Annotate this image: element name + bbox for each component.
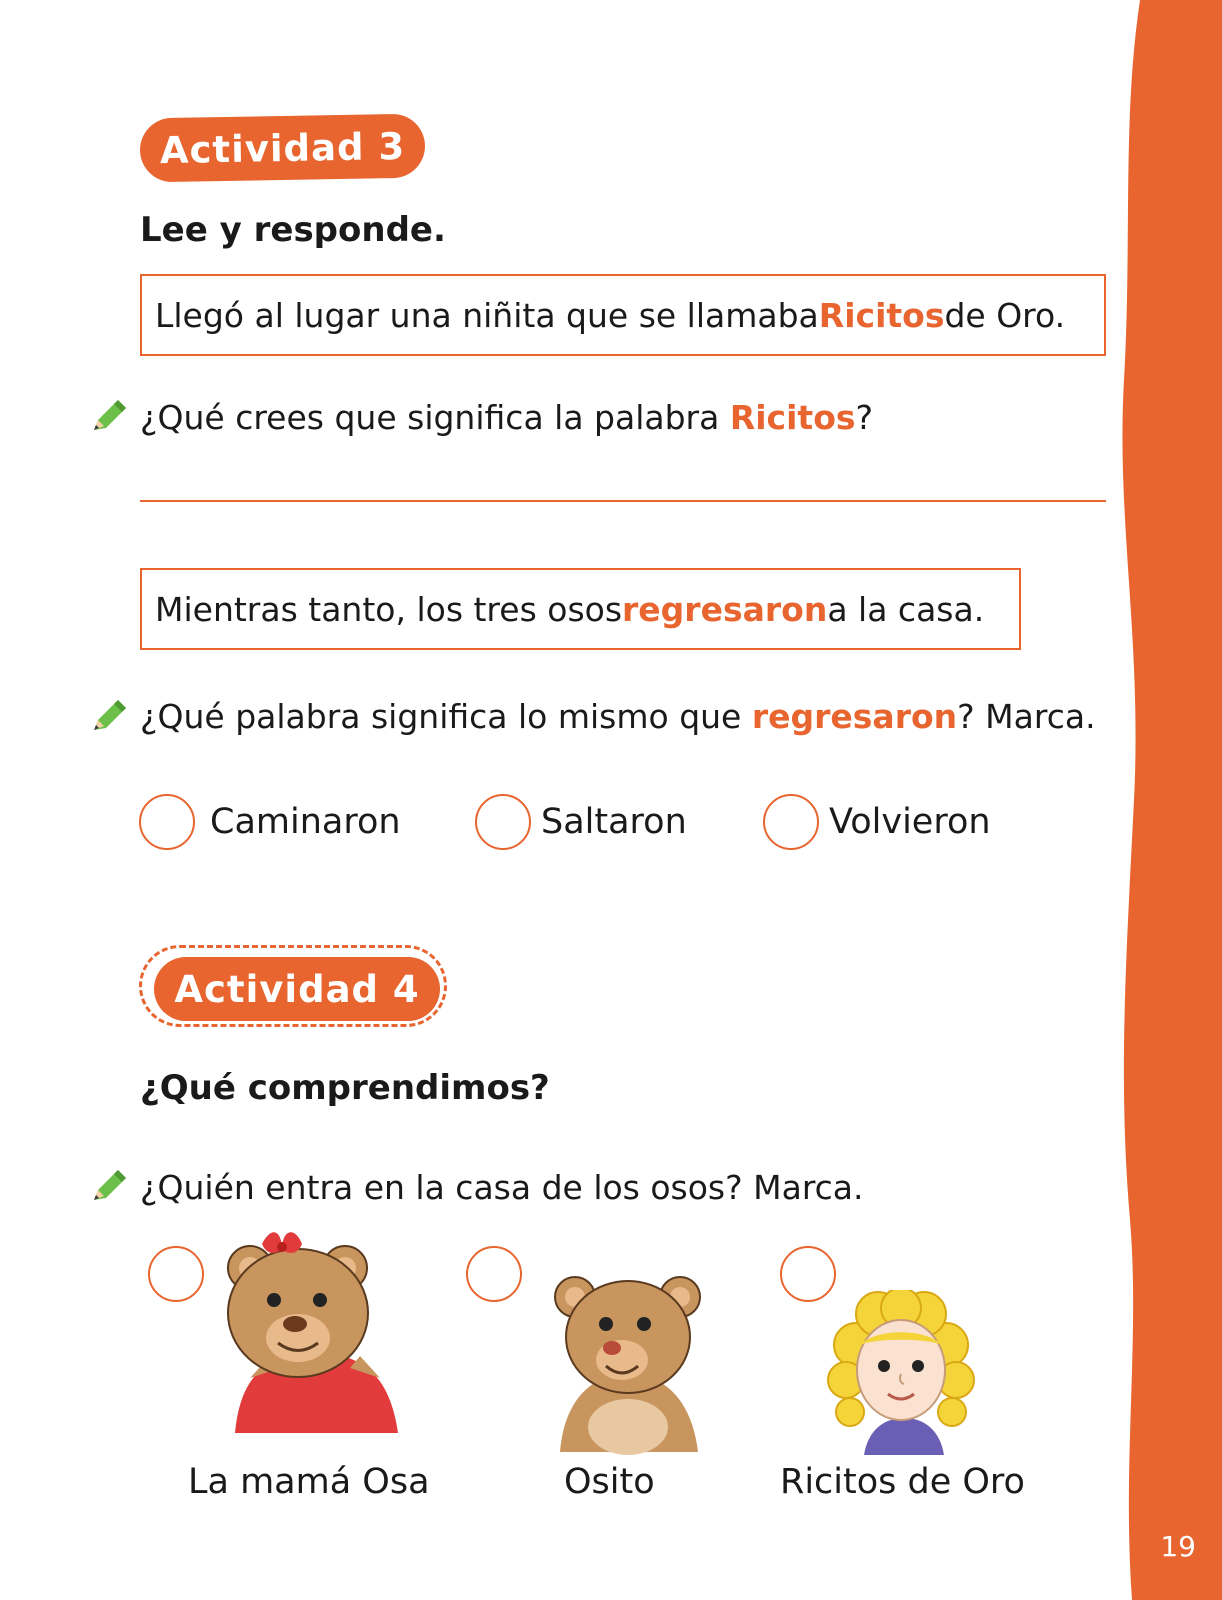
pencil-icon [88,1166,130,1208]
question-2 [140,697,1096,736]
option-volvieron-label: Volvieron [829,802,991,842]
question-2-text: ¿Qué palabra significa lo mismo que [140,697,752,736]
answer-line[interactable] [140,500,1106,502]
reading-box-1-end: de Oro. [944,295,1066,335]
activity-4-heading: ¿Qué comprendimos? [140,1068,550,1108]
question-1-text: ¿Qué crees que significa la palabra [140,398,730,437]
activity-4-badge: Actividad 4 [154,957,440,1021]
reading-box-1-text: Llegó al lugar una niñita que se llamaba [155,295,819,335]
pencil-icon [88,396,130,438]
option-saltaron-label: Saltaron [541,802,687,842]
mama-osa-illustration [210,1228,420,1438]
page-side-band [1112,0,1222,1600]
question-2-highlight: regresaron [751,697,958,736]
osito-illustration [540,1262,715,1457]
ricitos-illustration [816,1290,986,1455]
choice-osito-radio[interactable] [466,1246,522,1302]
reading-box-2 [140,568,1021,650]
activity-3-heading: Lee y responde. [140,210,446,250]
choice-mama-osa-label: La mamá Osa [188,1462,430,1502]
question-3: ¿Quién entra en la casa de los osos? Marca. [140,1168,864,1207]
question-1-end: ? [855,398,874,437]
reading-box-2-highlight: regresaron [622,589,828,629]
option-caminaron-radio[interactable] [139,794,195,850]
question-1-highlight: Ricitos [729,398,856,437]
pencil-icon [88,696,130,738]
option-volvieron-radio[interactable] [763,794,819,850]
question-1 [140,398,873,437]
option-caminaron-label: Caminaron [210,802,401,842]
activity-3-badge: Actividad 3 [139,114,425,183]
choice-mama-osa-radio[interactable] [148,1246,204,1302]
question-2-end: ? Marca. [957,697,1096,736]
page-number: 19 [1160,1530,1196,1563]
choice-osito-label: Osito [564,1462,655,1502]
reading-box-2-end: a la casa. [827,589,985,629]
option-saltaron-radio[interactable] [475,794,531,850]
choice-ricitos-label: Ricitos de Oro [780,1462,1025,1502]
reading-box-2-text: Mientras tanto, los tres osos [155,589,623,629]
reading-box-1 [140,274,1106,356]
reading-box-1-highlight: Ricitos [818,295,945,335]
